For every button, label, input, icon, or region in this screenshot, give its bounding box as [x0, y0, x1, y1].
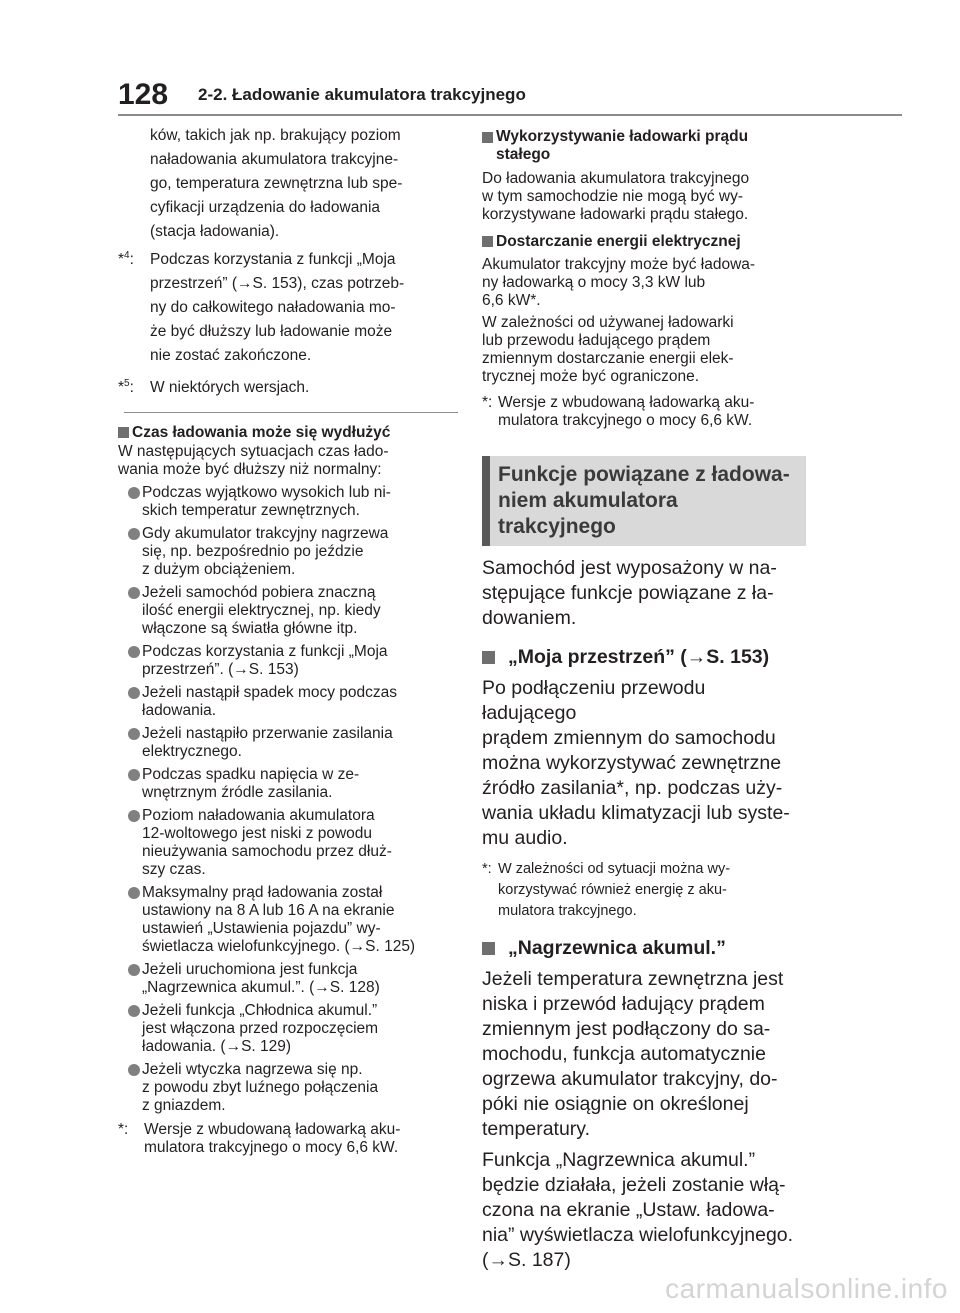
text-line: korzystywać również energię z aku-	[498, 882, 727, 898]
subsection-heading: Czas ładowania może się wydłużyć	[118, 423, 458, 443]
text-line: Podczas spadku napięcia w ze-	[142, 766, 360, 783]
footnote-mark: *:	[118, 1121, 129, 1138]
footnote	[118, 1121, 458, 1157]
list-item	[118, 725, 458, 761]
list-item	[118, 643, 458, 679]
text-line: nie zostać zakończone.	[150, 347, 312, 364]
text-line: wnętrznym źródle zasilania.	[142, 784, 333, 801]
text-line: Maksymalny prąd ładowania został	[142, 884, 383, 901]
text-line: Poziom naładowania akumulatora	[142, 807, 375, 824]
text-line: lub przewodu ładującego prądem	[482, 332, 711, 349]
text-line: ogrzewa akumulator trakcyjny, do-	[482, 1068, 778, 1090]
text-line: (stacja ładowania).	[150, 223, 280, 240]
text-line: trycznej może być ograniczone.	[482, 368, 700, 385]
paragraph	[482, 314, 804, 386]
section-title: 2-2. Ładowanie akumulatora trakcyjnego	[198, 85, 526, 104]
feature-heading-heater: „Nagrzewnica akumul.”	[482, 936, 804, 961]
text-line: 12-woltowego jest niski z powodu	[142, 825, 373, 842]
round-bullet-icon	[128, 887, 140, 899]
footnote-mark: *$^5$:	[118, 377, 134, 396]
text-line: źródło zasilania*, np. podczas uży-	[482, 777, 783, 799]
text-line: W zależności od sytuacji można wy-	[498, 861, 731, 877]
round-bullet-icon	[128, 728, 140, 740]
feature-heading-moja: „Moja przestrzeń” (→S. 153)	[482, 645, 804, 670]
text-line: Jeżeli uruchomiona jest funkcja	[142, 961, 358, 978]
header-rule	[118, 114, 902, 116]
text-line: zmiennym dostarczanie energii elek-	[482, 350, 734, 367]
text-line: Jeżeli wtyczka nagrzewa się np.	[142, 1061, 363, 1078]
subsection-intro	[118, 443, 458, 479]
page-header	[118, 78, 900, 112]
text-line: Akumulator trakcyjny może być ładowa-	[482, 256, 756, 273]
section-intro	[482, 556, 804, 631]
list-item	[118, 766, 458, 802]
text-line: dowaniem.	[482, 607, 577, 629]
text-line: stępujące funkcje powiązane z ła-	[482, 582, 774, 604]
text-line: wania układu klimatyzacji lub syste-	[482, 802, 790, 824]
text-line: korzystywane ładowarki prądu stałego.	[482, 206, 749, 223]
paragraph	[482, 967, 804, 1142]
text-line: ustawiony na 8 A lub 16 A na ekranie	[142, 902, 395, 919]
text-line: temperatury.	[482, 1118, 591, 1140]
list-item	[118, 1061, 458, 1115]
square-bullet-icon	[482, 942, 495, 955]
text-line: Do ładowania akumulatora trakcyjnego	[482, 170, 750, 187]
paragraph	[482, 1148, 804, 1273]
text-line: nia” wyświetlacza wielofunkcyjnego.	[482, 1224, 794, 1246]
list-item	[118, 807, 458, 879]
text-line: ładowania.	[142, 702, 217, 719]
text-line: wania może być dłuższy niż normalny:	[118, 461, 382, 478]
text-line: że być dłuższy lub ładowanie może	[150, 323, 393, 340]
text-line: nieużywania samochodu przez dłuż-	[142, 843, 392, 860]
round-bullet-icon	[128, 587, 140, 599]
text-line: będzie działała, jeżeli zostanie włą-	[482, 1174, 786, 1196]
watermark: carmanualsonline.info	[665, 1273, 948, 1304]
intro-paragraph	[118, 124, 458, 244]
box-title-line: niem akumulatora trakcyjnego	[498, 489, 678, 538]
text-line: świetlacza wielofunkcyjnego. (→S. 125)	[142, 938, 416, 955]
right-column	[482, 124, 804, 1273]
round-bullet-icon	[128, 769, 140, 781]
text-line: 6,6 kW*.	[482, 292, 541, 309]
text-line: przestrzeń”. (→S. 153)	[142, 661, 299, 678]
text-line: go, temperatura zewnętrzna lub spe-	[150, 175, 403, 192]
text-line: póki nie osiągnie on określonej	[482, 1093, 749, 1115]
list-item	[118, 525, 458, 579]
text-line: niska i przewód ładujący prądem	[482, 993, 765, 1015]
paragraph	[482, 256, 804, 310]
text-line: z powodu zbyt luźnego połączenia	[142, 1079, 379, 1096]
subsection-heading: Dostarczanie energii elektrycznej	[482, 232, 804, 252]
text-line: z gniazdem.	[142, 1097, 226, 1114]
footnote-5	[118, 376, 458, 400]
text-line: Jeżeli samochód pobiera znaczną	[142, 584, 376, 601]
title-accent-bar	[482, 456, 490, 546]
text-line: skich temperatur zewnętrznych.	[142, 502, 360, 519]
box-title-line: Funkcje powiązane z ładowa-	[498, 463, 790, 486]
text-line: ilość energii elektrycznej, np. kiedy	[142, 602, 381, 619]
text-line: w tym samochodzie nie mogą być wy-	[482, 188, 744, 205]
footnote	[482, 394, 804, 430]
text-line: szy czas.	[142, 861, 206, 878]
text-line: Jeżeli nastąpiło przerwanie zasilania	[142, 725, 393, 742]
text-line: mulatora trakcyjnego o mocy 6,6 kW.	[498, 412, 753, 429]
footnote-mark: *:	[482, 861, 492, 877]
round-bullet-icon	[128, 964, 140, 976]
footnote-4	[118, 248, 458, 368]
text-line: „Nagrzewnica akumul.”. (→S. 128)	[142, 979, 380, 996]
footnote-mark: *:	[482, 394, 493, 411]
list-item	[118, 684, 458, 720]
list-item	[118, 1002, 458, 1056]
round-bullet-icon	[128, 1005, 140, 1017]
text-line: z dużym obciążeniem.	[142, 561, 296, 578]
text-line: naładowania akumulatora trakcyjne-	[150, 151, 399, 168]
text-line: Funkcja „Nagrzewnica akumul.”	[482, 1149, 756, 1171]
text-line: Wersje z wbudowaną ładowarką aku-	[144, 1121, 401, 1138]
text-line: mu audio.	[482, 827, 568, 849]
list-item	[118, 584, 458, 638]
text-line: Jeżeli temperatura zewnętrzna jest	[482, 968, 784, 990]
text-line: Jeżeli funkcja „Chłodnica akumul.”	[142, 1002, 378, 1019]
paragraph	[482, 170, 804, 224]
round-bullet-icon	[128, 487, 140, 499]
text-line: (→S. 187)	[482, 1249, 571, 1271]
text-line: Podczas wyjątkowo wysokich lub ni-	[142, 484, 391, 501]
text-line: W następujących sytuacjach czas łado-	[118, 443, 389, 460]
text-line: ny do całkowitego naładowania mo-	[150, 299, 396, 316]
text-line: Jeżeli nastąpił spadek mocy podczas	[142, 684, 398, 701]
text-line: elektrycznego.	[142, 743, 242, 760]
paragraph	[482, 676, 804, 851]
text-line: ny ładowarką o mocy 3,3 kW lub	[482, 274, 706, 291]
text-line: włączone są światła główne itp.	[142, 620, 358, 637]
square-bullet-icon	[482, 651, 495, 664]
list-item	[118, 961, 458, 997]
text-line: cyfikacji urządzenia do ładowania	[150, 199, 381, 216]
text-line: ustawień „Ustawienia pojazdu” wy-	[142, 920, 381, 937]
round-bullet-icon	[128, 687, 140, 699]
text-line: ków, takich jak np. brakujący poziom	[150, 127, 401, 144]
text-line: Po podłączeniu przewodu ładującego	[482, 677, 706, 724]
round-bullet-icon	[128, 528, 140, 540]
round-bullet-icon	[128, 1064, 140, 1076]
text-line: Gdy akumulator trakcyjny nagrzewa	[142, 525, 389, 542]
text-line: można wykorzystywać zewnętrzne	[482, 752, 782, 774]
text-line: się, np. bezpośrednio po jeździe	[142, 543, 364, 560]
list-item	[118, 884, 458, 956]
square-bullet-icon	[482, 132, 493, 143]
text-line: zmiennym jest podłączony do sa-	[482, 1018, 771, 1040]
text-line: Podczas korzystania z funkcji „Moja	[150, 251, 396, 268]
page-number: 128	[118, 78, 169, 111]
text-line: Podczas korzystania z funkcji „Moja	[142, 643, 388, 660]
round-bullet-icon	[128, 810, 140, 822]
text-line: ładowania. (→S. 129)	[142, 1038, 292, 1055]
square-bullet-icon	[118, 427, 129, 438]
text-line: przestrzeń” (→S. 153), czas potrzeb-	[150, 275, 405, 292]
text-line: jest włączona przed rozpoczęciem	[142, 1020, 379, 1037]
section-divider	[124, 412, 458, 413]
list-item	[118, 484, 458, 520]
text-line: W niektórych wersjach.	[150, 379, 310, 396]
text-line: mulatora trakcyjnego o mocy 6,6 kW.	[144, 1139, 399, 1156]
square-bullet-icon	[482, 236, 493, 247]
text-line: W zależności od używanej ładowarki	[482, 314, 734, 331]
text-line: Wersje z wbudowaną ładowarką aku-	[498, 394, 755, 411]
text-line: mochodu, funkcja automatycznie	[482, 1043, 766, 1065]
text-line: prądem zmiennym do samochodu	[482, 727, 776, 749]
bullet-list	[118, 484, 458, 1115]
round-bullet-icon	[128, 646, 140, 658]
footnote	[482, 859, 804, 922]
footnote-mark: *$^4$:	[118, 249, 134, 268]
left-column	[118, 124, 458, 1157]
text-line: Samochód jest wyposażony w na-	[482, 557, 777, 579]
section-title-box	[482, 456, 806, 546]
subsection-heading: Wykorzystywanie ładowarki prądu stałego	[482, 128, 804, 164]
text-line: czona na ekranie „Ustaw. ładowa-	[482, 1199, 775, 1221]
text-line: mulatora trakcyjnego.	[498, 903, 637, 919]
